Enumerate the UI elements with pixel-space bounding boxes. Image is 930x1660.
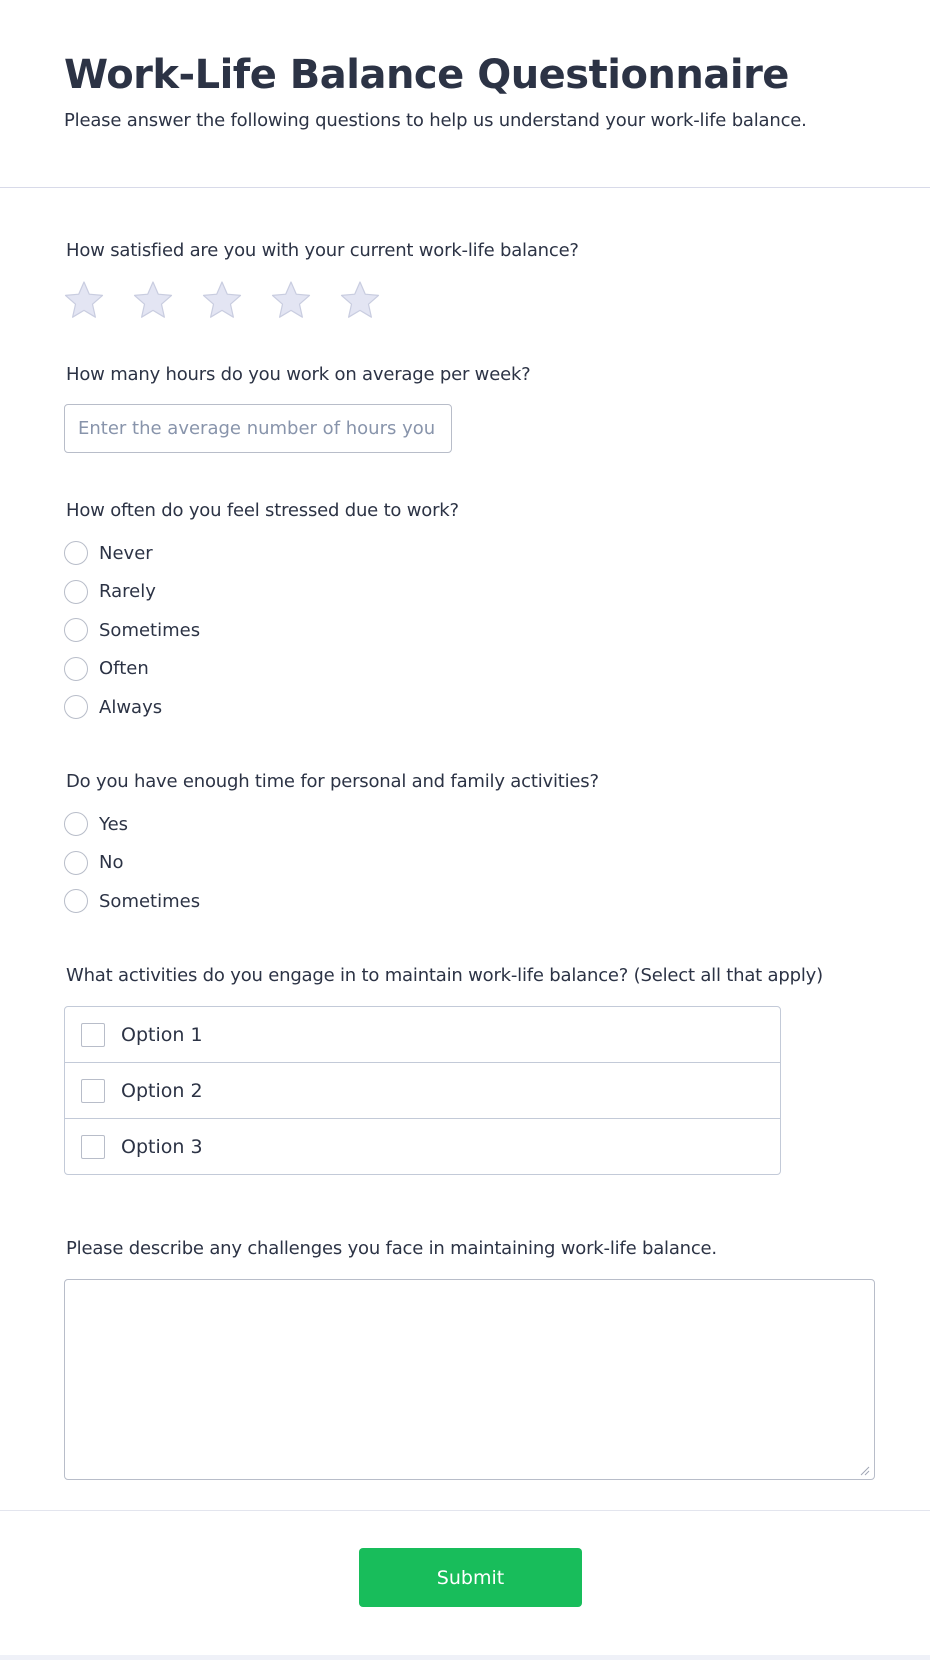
radio-label: Often: [99, 658, 149, 680]
radio-label: Sometimes: [99, 890, 201, 912]
personal-time-radio-group: [64, 805, 200, 921]
radio-label: Never: [99, 542, 153, 564]
activity-option-3[interactable]: [65, 1119, 780, 1175]
checkbox[interactable]: [81, 1023, 105, 1047]
rating-question-label: How satisfied are you with your current work-life balance?: [66, 240, 579, 261]
star-icon[interactable]: [339, 279, 381, 321]
hours-question-label: How many hours do you work on average per week?: [66, 364, 531, 385]
radio-button[interactable]: [64, 812, 88, 836]
personal-time-question-label: Do you have enough time for personal and family activities?: [66, 771, 599, 792]
radio-button[interactable]: [64, 618, 88, 642]
checkbox[interactable]: [81, 1135, 105, 1159]
star-icon[interactable]: [270, 279, 312, 321]
activities-question-label: What activities do you engage in to maintain work-life balance? (Select all that apply): [66, 965, 823, 986]
activity-option-1[interactable]: [65, 1007, 780, 1063]
star-icon[interactable]: [132, 279, 174, 321]
radio-button[interactable]: [64, 889, 88, 913]
page-subtitle: Please answer the following questions to help us understand your work-life balance.: [64, 110, 807, 131]
hours-input[interactable]: [64, 404, 452, 453]
radio-button[interactable]: [64, 695, 88, 719]
stress-option-often[interactable]: [64, 650, 200, 689]
stress-option-rarely[interactable]: [64, 573, 200, 612]
radio-button[interactable]: [64, 541, 88, 565]
challenges-textarea[interactable]: [64, 1279, 875, 1480]
radio-label: Yes: [99, 813, 129, 835]
activities-checkbox-list: [64, 1006, 781, 1175]
radio-label: Sometimes: [99, 619, 201, 641]
radio-label: Rarely: [99, 581, 156, 603]
stress-option-sometimes[interactable]: [64, 611, 200, 650]
checkbox-label: Option 2: [121, 1079, 203, 1102]
radio-label: No: [99, 852, 124, 874]
stress-option-always[interactable]: [64, 688, 200, 727]
radio-button[interactable]: [64, 580, 88, 604]
personal-time-option-yes[interactable]: [64, 805, 200, 844]
checkbox-label: Option 3: [121, 1136, 203, 1158]
form-header: [0, 0, 930, 188]
stress-question-label: How often do you feel stressed due to work?: [66, 500, 459, 521]
personal-time-option-sometimes[interactable]: [64, 882, 200, 921]
checkbox[interactable]: [81, 1079, 105, 1103]
stress-radio-group: [64, 534, 200, 727]
radio-button[interactable]: [64, 657, 88, 681]
personal-time-option-no[interactable]: [64, 844, 200, 883]
page-title: Work-Life Balance Questionnaire: [64, 52, 789, 98]
submit-button[interactable]: Submit: [359, 1548, 582, 1607]
stress-option-never[interactable]: [64, 534, 200, 573]
radio-label: Always: [99, 696, 163, 718]
radio-button[interactable]: [64, 851, 88, 875]
star-icon[interactable]: [63, 279, 105, 321]
footer-divider: [0, 1510, 930, 1511]
star-rating[interactable]: [63, 279, 408, 321]
activity-option-2[interactable]: [65, 1063, 780, 1119]
challenges-question-label: Please describe any challenges you face in maintaining work-life balance.: [66, 1238, 717, 1259]
checkbox-label: Option 1: [121, 1023, 203, 1046]
star-icon[interactable]: [201, 279, 243, 321]
resize-handle-icon[interactable]: [860, 1466, 870, 1476]
